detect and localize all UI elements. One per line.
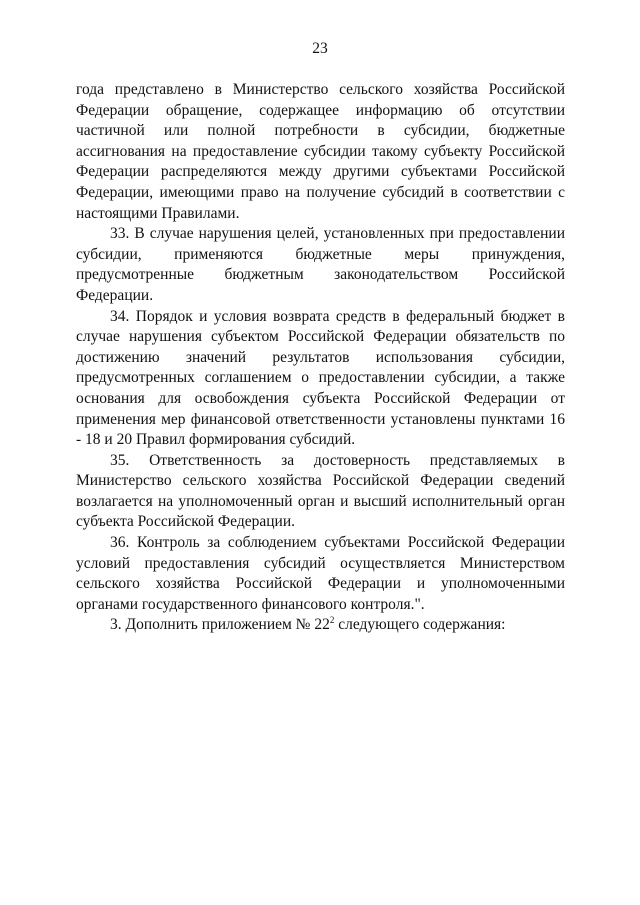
paragraph-35: 35. Ответственность за достоверность представляемых в Министерство сельского хозяйства Российской Федерации сведений возлагается на уполномоченный орган и высший исполнительный орган субъекта Российской Федерации. [76,451,565,531]
amendment-text-after: следующего содержания: [334,616,506,634]
paragraph-34: 34. Порядок и условия возврата средств в федеральный бюджет в случае нарушения субъектом Российской Федерации обязательств по достижению значений результатов использования субсидии, предусмотренных соглашением о предоставлении субсидии, а также основания для освобождения субъекта Российской Федерации от применения мер финансовой ответственности установлены пунктами 16 - 18 и 20 Правил формирования субсидий. [76,307,565,449]
paragraph-36: 36. Контроль за соблюдением субъектами Российской Федерации условий предоставления субсидий осуществляется Министерством сельского хозяйства Российской Федерации и уполномоченными органами государственного финансового контроля.". [76,534,565,613]
appendix-superscript: 2 [329,615,335,626]
paragraph-continuation: года представлено в Министерство сельского хозяйства Российской Федерации обращение, содержащее информацию об отсутствии частичной или полной потребности в субсидии, бюджетные ассигнования на предоставление субсидии такому субъекту Российской Федерации распределяются между другими субъектами Российской Федерации, имеющими право на получение субсидий в соответствии с настоящими Правилами. [76,81,565,222]
paragraph-33: 33. В случае нарушения целей, установленных при предоставлении субсидии, применяются бюджетные меры принуждения, предусмотренные бюджетным законодательством Российской Федерации. [76,225,565,304]
document-body [76,80,565,636]
page-number: 23 [312,40,328,57]
paragraph-amendment-3 [76,615,565,636]
amendment-text-before: 3. Дополнить приложением № 22 [110,616,330,634]
